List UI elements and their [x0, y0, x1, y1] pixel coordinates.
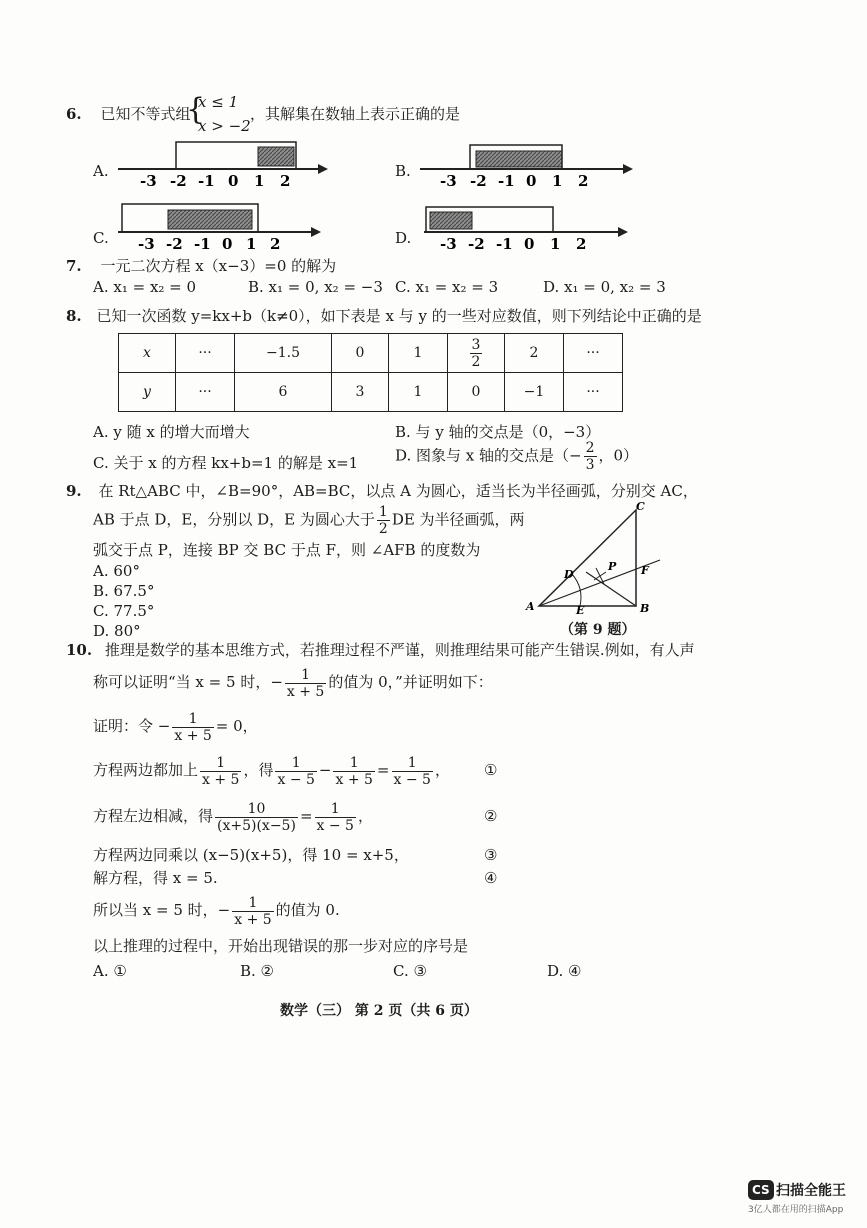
tick-label: -3 [138, 235, 155, 253]
q10-proof-start [93, 706, 258, 746]
tick-label: 0 [526, 172, 537, 190]
triangle-abc [539, 510, 636, 606]
point-label-a: A [526, 600, 535, 613]
q10-option-d[interactable]: D. ④ [547, 962, 582, 980]
q10-step3-mark: ③ [484, 846, 498, 864]
q6-stem-text-b: ，其解集在数轴上表示正确的是 [250, 105, 461, 123]
table-cell: −1 [505, 373, 564, 412]
table-cell: y [119, 373, 176, 412]
table-cell: 1 [389, 373, 448, 412]
q9-option-c[interactable]: C. 77.5° [93, 602, 155, 620]
point-label-c: C [636, 500, 645, 513]
table-cell: ··· [176, 334, 235, 373]
q6-stem-text-a: 已知不等式组 [100, 105, 191, 123]
q10-line2-text-b: 的值为 0，”并证明如下： [328, 673, 493, 691]
q10-step1-minus: − [318, 761, 332, 779]
q6-option-a-label[interactable]: A. [93, 162, 109, 180]
q9-option-d[interactable]: D. 80° [93, 622, 141, 640]
q10-option-b[interactable]: B. ② [240, 962, 275, 980]
tick-label: -1 [498, 172, 515, 190]
q7-option-a[interactable]: A. x₁ = x₂ = 0 [93, 278, 197, 296]
fraction: $\frac{1}{x - 5}$ [277, 754, 315, 788]
q8-stem-text: 已知一次函数 y=kx+b（k≠0），如下表是 x 与 y 的一些对应数值，则下列结论中正确的是 [96, 307, 702, 325]
tick-label: -1 [194, 235, 211, 253]
tick-label: -1 [496, 235, 513, 253]
q6-system-line2: x > −2 [198, 117, 251, 135]
fraction: $\frac{1}{x - 5}$ [316, 800, 354, 834]
q6-option-c-label[interactable]: C. [93, 229, 109, 247]
tick-label: -2 [170, 172, 187, 190]
tick-label: -2 [468, 235, 485, 253]
q10-line2-text-a: 称可以证明“当 x = 5 时，− [93, 673, 283, 691]
q10-step1-text-b: ，得 [243, 761, 274, 779]
number-line-a-ticks [140, 172, 290, 190]
q10-step3: 方程两边同乘以 (x−5)(x+5)，得 10 = x+5， [93, 846, 409, 864]
scanner-logo-icon: CS [748, 1180, 774, 1200]
q10-step2 [93, 796, 373, 836]
fraction: $\frac{1}{2}$ [378, 504, 388, 537]
scanner-app-name: 扫描全能王 [776, 1183, 846, 1199]
tick-label: -3 [140, 172, 157, 190]
q10-step2-mark: ② [484, 807, 498, 825]
q10-conclusion-text-b: 的值为 0. [275, 901, 340, 919]
number-line-b [420, 145, 633, 190]
fraction: $\frac{1}{x + 5}$ [234, 894, 272, 928]
tick-label: 2 [576, 235, 587, 253]
table-cell: ··· [176, 373, 235, 412]
fraction: $\frac{1}{x + 5}$ [286, 666, 325, 700]
q7-stem-text: 一元二次方程 x（x−3）=0 的解为 [100, 257, 337, 275]
fraction: $\frac{1}{x + 5}$ [174, 710, 212, 744]
q8-option-d[interactable] [395, 440, 638, 473]
tick-label: -2 [470, 172, 487, 190]
q10-step4: 解方程，得 x = 5. [93, 869, 218, 887]
table-cell: x [119, 334, 176, 373]
point-label-d: D [564, 568, 574, 581]
fraction: $\frac{1}{x + 5}$ [202, 754, 240, 788]
number-line-c-ticks [138, 235, 280, 253]
q10-step2-text-a: 方程左边相减，得 [93, 807, 214, 825]
number-line-c [118, 204, 321, 253]
q7-number: 7. [66, 257, 82, 275]
tick-label: 2 [280, 172, 291, 190]
page-footer: 数学（三） 第 2 页（共 6 页） [280, 1003, 478, 1019]
q10-proof-text-a: 证明：令 − [93, 717, 171, 735]
q10-line1 [66, 640, 695, 660]
tick-label: -3 [440, 235, 457, 253]
tick-label: -1 [198, 172, 215, 190]
q6-option-d-label[interactable]: D. [395, 229, 412, 247]
q10-option-c[interactable]: C. ③ [393, 962, 427, 980]
table-cell: ··· [564, 334, 623, 373]
table-cell: 2 [505, 334, 564, 373]
q9-figure-caption: （第 9 题） [560, 622, 636, 638]
q10-question: 以上推理的过程中，开始出现错误的那一步对应的序号是 [93, 937, 469, 955]
q8-number: 8. [66, 307, 82, 325]
q9-line2 [93, 504, 525, 537]
q6-number: 6. [66, 105, 82, 123]
q10-option-a[interactable]: A. ① [93, 962, 127, 980]
q6-brace: { [186, 92, 206, 127]
q8-option-a[interactable]: A. y 随 x 的增大而增大 [93, 423, 250, 441]
number-line-d-ticks [440, 235, 586, 253]
tick-label: 0 [228, 172, 239, 190]
fraction: $\frac{10}{(x+5)(x-5)}$ [217, 800, 296, 834]
q8-option-b[interactable]: B. 与 y 轴的交点是（0，−3） [395, 423, 601, 441]
tick-label: 1 [254, 172, 265, 190]
point-label-e: E [576, 604, 585, 617]
q7-option-b[interactable]: B. x₁ = 0, x₂ = −3 [248, 278, 383, 296]
fraction: $\frac{3}{2}$ [471, 336, 481, 370]
q10-line2 [93, 662, 493, 702]
q9-line1-text: 在 Rt△ABC 中，∠B=90°，AB=BC，以点 A 为圆心，适当长为半径画弧，分别交 AC， [98, 482, 698, 500]
q10-conclusion [93, 890, 340, 930]
q9-line3: 弧交于点 P，连接 BP 交 BC 于点 F，则 ∠AFB 的度数为 [93, 541, 481, 559]
q9-line2-text-a: AB 于点 D，E，分别以 D，E 为圆心大于 [93, 510, 375, 529]
q8-option-c[interactable]: C. 关于 x 的方程 kx+b=1 的解是 x=1 [93, 454, 359, 472]
table-cell [448, 334, 505, 373]
q9-option-a[interactable]: A. 60° [93, 562, 140, 580]
point-label-f: F [641, 564, 649, 577]
q10-step4-mark: ④ [484, 869, 498, 887]
table-cell: 1 [389, 334, 448, 373]
q9-line2-text-b: DE 为半径画弧，两 [391, 510, 525, 529]
scanner-tagline: 3亿人都在用的扫描App [748, 1205, 844, 1215]
q10-step1-text-a: 方程两边都加上 [93, 761, 199, 779]
tick-label: 2 [578, 172, 589, 190]
number-line-d [424, 207, 628, 253]
number-line-b-ticks [440, 172, 588, 190]
q9-number: 9. [66, 482, 82, 500]
tick-label: -3 [440, 172, 457, 190]
tick-label: 1 [550, 235, 561, 253]
q6-number-lines [0, 0, 867, 270]
point-label-p: P [608, 560, 617, 573]
q9-triangle-figure [520, 496, 670, 620]
q10-step2-comma: ， [357, 807, 373, 825]
table-cell: 0 [332, 334, 389, 373]
table-row-y [119, 373, 623, 412]
tick-label: -2 [166, 235, 183, 253]
tick-label: 2 [270, 235, 281, 253]
fraction: $\frac{2}{3}$ [585, 440, 595, 473]
table-cell: ··· [564, 373, 623, 412]
q10-step1-equals: = [376, 761, 390, 779]
q7-stem [66, 256, 336, 276]
tick-label: 0 [222, 235, 233, 253]
point-label-b: B [640, 602, 650, 615]
q6-system-line1: x ≤ 1 [198, 93, 239, 111]
q8-stem [66, 306, 702, 326]
q8-value-table [118, 333, 623, 412]
table-cell: 3 [332, 373, 389, 412]
q10-step2-equals: = [299, 807, 313, 825]
fraction: $\frac{1}{x + 5}$ [335, 754, 373, 788]
q10-proof-text-b: = 0， [215, 717, 258, 735]
fraction: $\frac{1}{x - 5}$ [393, 754, 431, 788]
q8-option-d-text-a: D. 图象与 x 轴的交点是（− [395, 446, 582, 465]
q7-option-d[interactable]: D. x₁ = 0, x₂ = 3 [543, 278, 666, 296]
q10-number: 10. [66, 641, 93, 659]
table-cell: −1.5 [235, 334, 332, 373]
segment-bp [586, 572, 636, 606]
table-cell: 6 [235, 373, 332, 412]
tick-label: 0 [524, 235, 535, 253]
table-row-x [119, 334, 623, 373]
tick-label: 1 [552, 172, 563, 190]
q10-step1-mark: ① [484, 761, 498, 779]
table-cell: 0 [448, 373, 505, 412]
q10-line1-text: 推理是数学的基本思维方式，若推理过程不严谨，则推理结果可能产生错误.例如，有人声 [104, 641, 695, 659]
q8-option-d-text-b: ，0） [598, 446, 639, 465]
tick-label: 1 [246, 235, 257, 253]
q10-step1 [93, 750, 450, 790]
q9-option-b[interactable]: B. 67.5° [93, 582, 155, 600]
q6-option-b-label[interactable]: B. [395, 162, 411, 180]
number-line-a [118, 142, 328, 190]
q10-conclusion-text-a: 所以当 x = 5 时，− [93, 901, 231, 919]
q7-option-c[interactable]: C. x₁ = x₂ = 3 [395, 278, 499, 296]
q10-step1-comma: ， [434, 761, 450, 779]
